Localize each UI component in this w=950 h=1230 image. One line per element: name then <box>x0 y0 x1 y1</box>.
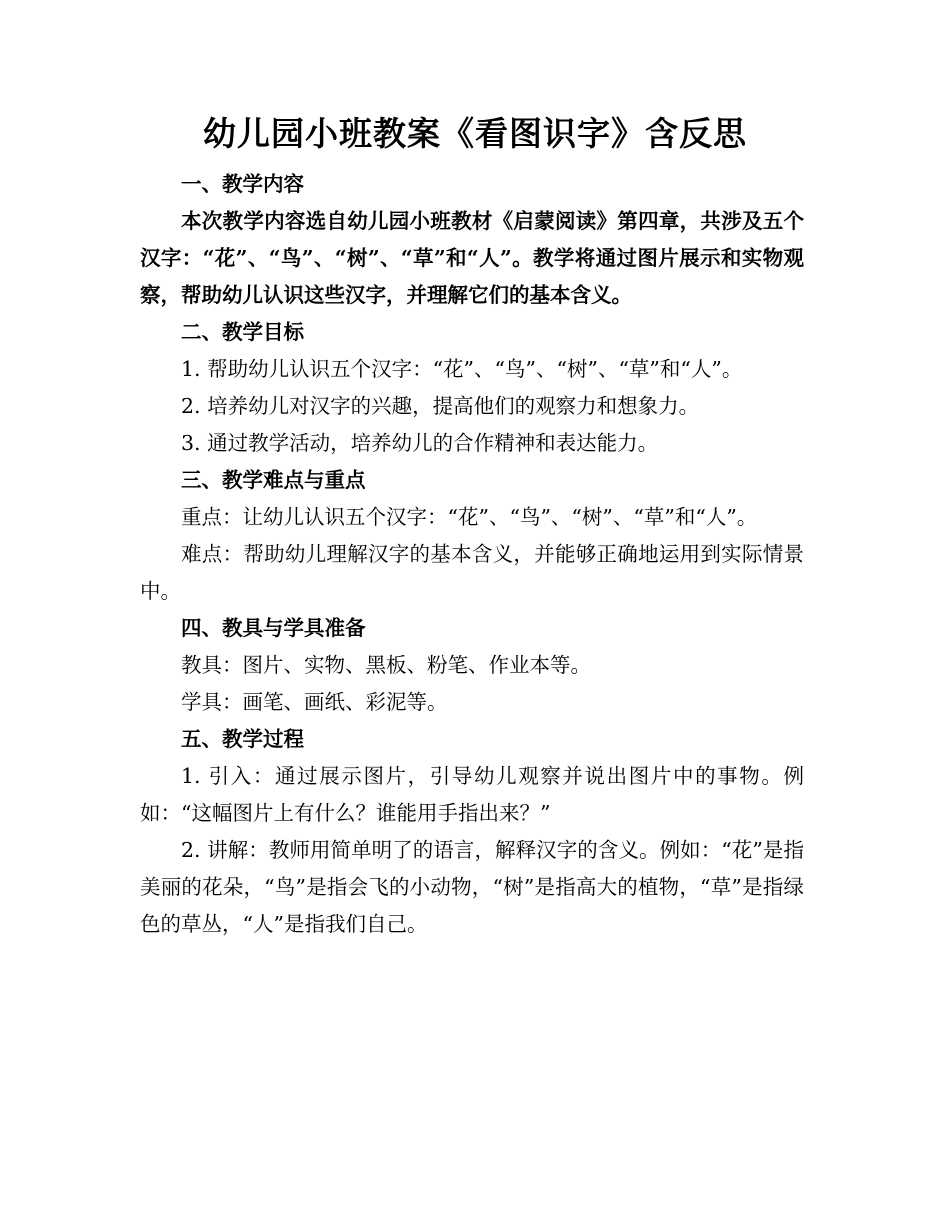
process-step-2: 2. 讲解：教师用简单明了的语言，解释汉字的含义。例如：“花”是指美丽的花朵，“鸟”是指会飞的小动物，“树”是指高大的植物，“草”是指绿色的草丛，“人”是指我们自己。 <box>140 838 804 936</box>
goal-item-2: 2. 培养幼儿对汉字的兴趣，提高他们的观察力和想象力。 <box>181 394 700 418</box>
document-title: 幼儿园小班教案《看图识字》含反思 <box>203 114 747 153</box>
teaching-tools-paragraph: 教具：图片、实物、黑板、粉笔、作业本等。 <box>181 653 591 677</box>
difficulty-paragraph: 难点：帮助幼儿理解汉字的基本含义，并能够正确地运用到实际情景中。 <box>140 542 804 603</box>
content-paragraph: 本次教学内容选自幼儿园小班教材《启蒙阅读》第四章，共涉及五个汉字：“花”、“鸟”、“树”、“草”和“人”。教学将通过图片展示和实物观察，帮助幼儿认识这些汉字，并理解它们的基本含义。 <box>140 209 804 307</box>
document-body <box>140 166 804 943</box>
section-heading-process: 五、教学过程 <box>181 727 304 751</box>
section-heading-goals: 二、教学目标 <box>181 320 304 344</box>
key-point-paragraph: 重点：让幼儿认识五个汉字：“花”、“鸟”、“树”、“草”和“人”。 <box>181 505 758 529</box>
section-heading-materials: 四、教具与学具准备 <box>181 616 366 640</box>
learning-tools-paragraph: 学具：画笔、画纸、彩泥等。 <box>181 690 448 714</box>
process-step-1: 1. 引入：通过展示图片，引导幼儿观察并说出图片中的事物。例如：“这幅图片上有什么？谁能用手指出来？” <box>140 764 804 825</box>
section-heading-key-points: 三、教学难点与重点 <box>181 468 366 492</box>
section-heading-content: 一、教学内容 <box>181 172 304 196</box>
goal-item-3: 3. 通过教学活动，培养幼儿的合作精神和表达能力。 <box>181 431 659 455</box>
goal-item-1: 1. 帮助幼儿认识五个汉字：“花”、“鸟”、“树”、“草”和“人”。 <box>181 357 743 381</box>
